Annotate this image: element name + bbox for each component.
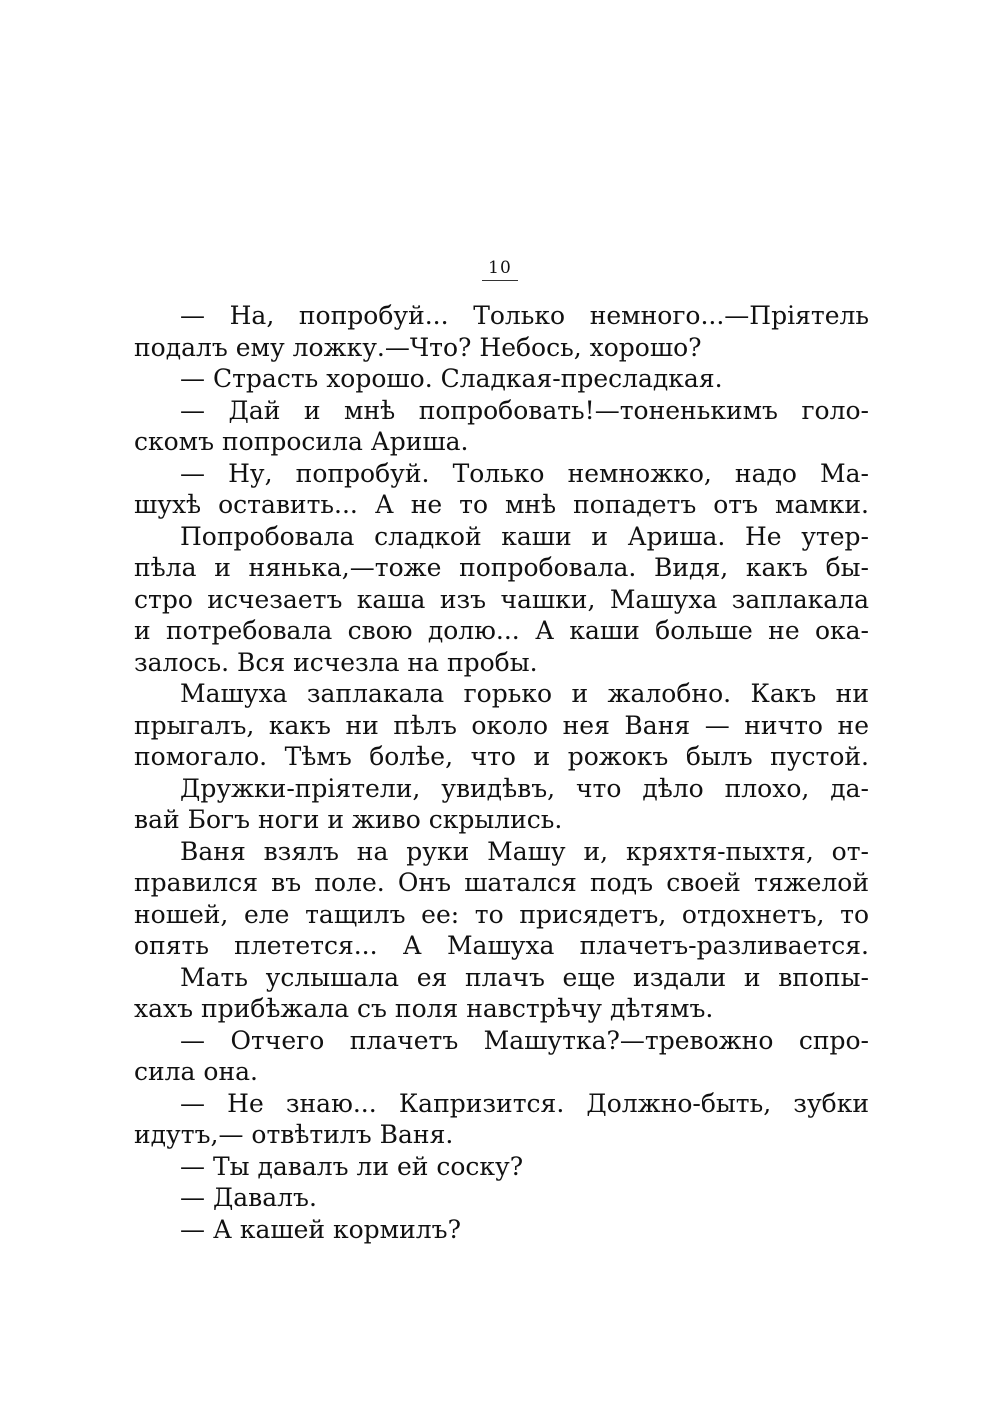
text-line: — Страсть хорошо. Сладкая-пресладкая. [180, 364, 723, 393]
text-line: Ваня взялъ на руки Машу и, кряхтя-пыхтя, от- [180, 836, 869, 866]
text-line: ношей, еле тащилъ ее: то присядетъ, отдохнетъ, то [134, 899, 869, 929]
text-line: — А кашей кормилъ? [180, 1214, 461, 1244]
text-line: Мать услышала ея плачъ еще издали и впопы- [180, 962, 869, 992]
text-line: — Ты давалъ ли ей соску? [180, 1151, 524, 1181]
text-line: помогало. Тѣмъ болѣе, что и рожокъ былъ пустой. [134, 742, 869, 771]
text-line: опять плетется... А Машуха плачетъ-разливается. [134, 931, 869, 960]
text-line: Машуха заплакала горько и жалобно. Какъ ни [180, 679, 869, 708]
text-line: Дружки-пріятели, увидѣвъ, что дѣло плохо, да- [180, 773, 869, 803]
text-line: залось. Вся исчезла на пробы. [134, 647, 538, 677]
text-line: подалъ ему ложку.—Что? Небось, хорошо? [134, 332, 702, 362]
text-line: Попробовала сладкой каши и Ариша. Не утер- [180, 521, 869, 551]
text-line: идутъ,— отвѣтилъ Ваня. [134, 1120, 454, 1149]
page-number-text: 10 [482, 258, 518, 281]
text-line: вай Богъ ноги и живо скрылись. [134, 805, 563, 834]
text-line: — На, попробуй... Только немного...—Пріятель [180, 301, 869, 330]
page-number [0, 258, 1000, 281]
text-line: правился въ поле. Онъ шатался подъ своей тяжелой [134, 868, 869, 897]
text-line: — Давалъ. [180, 1183, 317, 1212]
text-line: — Не знаю... Капризится. Должно-быть, зубки [180, 1088, 869, 1118]
text-line: и потребовала свою долю... А каши больше не ока- [134, 616, 869, 645]
text-line: стро исчезаетъ каша изъ чашки, Машуха заплакала [134, 584, 869, 614]
text-line: прыгалъ, какъ ни пѣлъ около нея Ваня — ничто не [134, 710, 869, 740]
text-line: — Отчего плачетъ Машутка?—тревожно спро- [180, 1025, 869, 1055]
text-line: сила она. [134, 1057, 258, 1086]
text-line: — Дай и мнѣ попробовать!—тоненькимъ голо- [180, 395, 869, 425]
text-line: скомъ попросила Ариша. [134, 427, 469, 456]
text-line: — Ну, попробуй. Только немножко, надо Ма- [180, 458, 869, 488]
text-line: шухѣ оставить... А не то мнѣ попадетъ отъ мамки. [134, 490, 869, 519]
text-line: хахъ прибѣжала съ поля навстрѣчу дѣтямъ. [134, 994, 714, 1023]
text-line: пѣла и нянька,—тоже попробовала. Видя, какъ бы- [134, 553, 869, 582]
body-text [134, 300, 869, 1245]
